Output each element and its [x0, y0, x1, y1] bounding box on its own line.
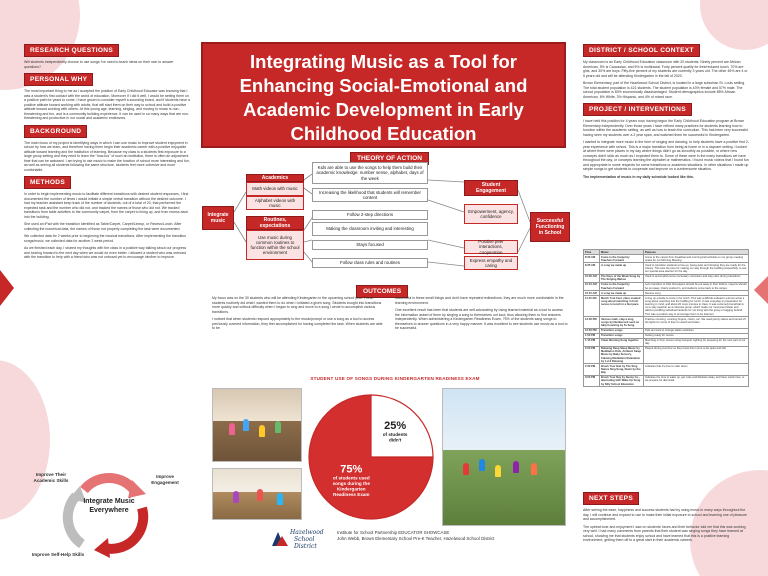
pie-desc-label-1: of students used: [332, 475, 370, 481]
schedule-music-cell: March Your Feet, class created song about marching in from recess to lunch in a fast pace: [600, 296, 644, 317]
schedule-time-cell: 10:00 AM: [584, 274, 600, 282]
photo-hallway: [212, 468, 302, 520]
footer: [337, 530, 495, 542]
schedule-time-cell: 3:00 PM: [584, 375, 600, 386]
schedule-time-cell: 2:30 PM: [584, 364, 600, 375]
schedule-col-purpose: Purpose: [644, 250, 749, 255]
table-row: [584, 317, 749, 328]
decor-triangle-right: [754, 276, 768, 304]
theory-middle-3: Follow 2-step directions: [312, 210, 428, 220]
theory-integrate-music: Integrate music: [202, 206, 234, 230]
theory-academics-title: Academics: [246, 174, 304, 182]
pie-desc-label-1: Kindergarten: [336, 486, 366, 492]
district-p2: Brown Elementary, part of the Hazelwood School District, is located in a large suburban St. Louis setting. The total student population is 421 students. The student population is 43% female and 57% male. The school population is 83% economically disadvantaged. Student demographics include 88% African American, 6% White, 3% Hispanic, and 4% of mixed race.: [583, 81, 746, 99]
schedule-music-cell: Clean Morning Song together: [600, 338, 644, 346]
table-row: [584, 375, 749, 386]
schedule-music-cell: A song we made up: [600, 291, 644, 296]
pie-percent-label-2: 25%: [384, 419, 407, 432]
schedule-time-cell: 1:15 PM: [584, 338, 600, 346]
table-row: [584, 346, 749, 364]
schedule-purpose-cell: Marching in from recess using transport sighting for preparing for the next part of our day.: [644, 338, 749, 346]
schedule-time-cell: 1:00 PM: [584, 333, 600, 338]
project-p1: I have held this position for 4 years now, having begun the Early Childhood Education program at Brown Elementary independently. Over those years I have refined many practices for students learning how to function within the academic setting, as well as how to teach the curriculum. This has been very successful having seen my students over a 2 year span, and watched them be successful in Kindergarten.: [583, 119, 749, 137]
right-column: [583, 40, 749, 182]
schedule-col-music: Music: [600, 250, 644, 255]
svg-text:District: District: [294, 543, 317, 550]
outcomes-col-1: [212, 296, 385, 334]
district-logo: [270, 526, 332, 550]
schedule-music-cell: Transition songs: [600, 328, 644, 333]
schedule-purpose-cell: Played during rest time so they know this is time to be quiet and still.: [644, 346, 749, 364]
schedule-music-cell: Brush Your Hair by The Sing Dance Sing Song, Down by the Bay: [600, 364, 644, 375]
schedule-music-cell: Relaxing Deep Sleep Music by Meditation Kids, Ambient Sleep Music by Baby Sensory, Calming Meditation Relaxation by 1-2-3 Relaxing: [600, 346, 644, 364]
outcomes-p4: One excellent result has been that students are self-advocating by using learned material as a tool to access the information asked of them by singing a song to themselves out loud, thus allowing them to find answers independently. When administering a Kindergarten Readiness Exam, 75% of the students sang songs to themselves to answer questions in a very happy manner. It was excellent to see students use music as a tool to be successful.: [395, 308, 568, 330]
personal-why-header: PERSONAL WHY: [24, 73, 93, 86]
theory-outcome-engagement: Student Engagement: [464, 180, 518, 196]
left-column: [24, 40, 190, 263]
theory-routines-title: Routines, expectations: [246, 216, 304, 230]
chart-title: STUDENT USE OF SONGS DURING KINDERGARTEN READINESS EXAM: [310, 376, 480, 381]
schedule-time-cell: 8:30 AM: [584, 255, 600, 263]
outcomes-col-2: [395, 296, 568, 334]
pie-percent-label-1: 75%: [340, 463, 363, 476]
outcomes-p1: My focus was on the 30 students who will be attending Kindergarten in the upcoming school year. These students routinely did what I wanted them to do when I initiated a given song. Students bought into transitions more quickly and without difficulty when I began to sing and move to a song I wrote to accomplish various transitions.: [212, 296, 382, 314]
footer-line-2: John Webb, Brown Elementary School Pre-K Teacher, Hazelwood School District: [337, 536, 495, 541]
project-p2: I wanted to integrate more music in the form of singing and dancing, to help students have a positive first 2-year experience with school. This is a major transition from being at home or in a daycare setting. I looked at where there were places in my day where things didn't go as smoothly as possible, or where new concepts didn't stick as much as I expected them to. Some of these were in the many transitions we have throughout the day, or concepts learning the alphabet or mathematics. I found music videos that I found fun and appropriate in some respects for some transitions or academic situations. In other situations I made up simple songs to get students to cooperate and improve on a cumbersome situation.: [583, 140, 749, 171]
decor-triangle-left: [0, 270, 14, 306]
methods-text-1: In order to begin implementing music to facilitate different transitions with desired student responses, I first documented the number of times I would initiate a simple verbal transition without the desired outcome. I had my teacher assistant keep track of the number of students, out of a total of 20, that performed the expected task and the number who did not, and tracked the names of those who did not. We tracked transitions from table activities to the community carpet, from the carpet to lining up, and from recess back into the building.: [24, 192, 189, 219]
schedule-col-time: Time: [584, 250, 600, 255]
theory-middle-2: Increasing the likelihood that students will remember content: [312, 188, 428, 202]
schedule-purpose-cell: Practice counting, counting fingers, colors, etc. We used plenty videos and turned off the lights for some of them to watch and listen.: [644, 317, 749, 328]
schedule-time-cell: 2:00 PM: [584, 346, 600, 364]
poster-title: Integrating Music as a Tool for Enhancing Social-Emotional and Academic Development in Early Childhood Education: [201, 42, 566, 148]
schedule-purpose-cell: Come to the carpet from breakfast and morning-bell activities to our group meeting space for our Morning Meeting: [644, 255, 749, 263]
theory-of-action-header: THEORY OF ACTION: [350, 152, 429, 165]
next-steps-p2: The upbeat tone and enjoyment I saw on students' faces and their behavior told me that this was working very well. I had many comments from parents that their student was singing songs they have learned at school, showing me that students enjoy school and have learned that this is a positive learning environment, getting them off to a great start in their academic careers.: [583, 524, 746, 542]
integrate-music-cycle: [24, 460, 194, 570]
footer-line-1: Institute for School Partnership EDUCATOR SHOWCASE: [337, 530, 450, 535]
pie-desc-label-1: Readiness Exam: [333, 492, 370, 498]
research-questions-header: RESEARCH QUESTIONS: [24, 44, 119, 57]
personal-why-text: The most important thing to me as I accepted the position of Early Childhood Educator was knowing that I was a student's first contact with the world of education. Moreover if I did it well, I would be setting them on a positive path for years to come. I have grown to consider myself a sounding board, and if students have a positive attitude toward working with adults, that will start them on their way to school and build a positive attitude toward working with others. At this young age, learning, singing, and moving to music is non-threatening and fun, and is a community building experience. It can be used in so many ways that are non-threatening and productive in our social and academic endeavors.: [24, 89, 190, 120]
schedule-time-cell: 10:15 AM: [584, 291, 600, 296]
schedule-purpose-cell: Let's transition to Kids that papers should be put away in their folders, crayons should be put away, chairs pushed in, and students come back to the carpet.: [645, 283, 747, 290]
theory-academics-alphabet: Alphabet videos with music: [246, 196, 304, 210]
pie-chart: [306, 392, 436, 522]
table-row: [584, 364, 749, 375]
table-row: [584, 263, 749, 274]
methods-header: METHODS: [24, 176, 71, 189]
outcomes-p3: successful in these small things and don't have repeated redirections, they are much more comfortable in the learning environment.: [395, 296, 564, 305]
methods-text-2: She used an iPad with the transition identified as Table/Carpet, Carpet/Lineup, or Recess/Lunch. After collecting the numerical data, the names of those not properly completing the task were documented.: [24, 222, 182, 231]
schedule-purpose-cell: Lining up outside to come in for lunch. This was a difficult endeavor until we wrote a song about marching into the building for lunch. It was everyday to preparation for learning in mind, and about 20 more minutes in class. It was extremely beneficial to us to stay together as a cohesive group, which made our movement faster and without prodding individual students for not lining with the group or lagging behind. This was a positive way to encourage them to be learners.: [644, 296, 749, 317]
schedule-purpose-cell: Indicates the time to wake up, get mats and blankets away, and have snack time, or we prepare for dismissal.: [644, 375, 749, 386]
schedule-purpose-cell: Kids are back to change station activities: [644, 328, 749, 333]
schedule-purpose-cell: Getting ready for recess: [644, 333, 749, 338]
schedule-time-cell: 12:30 PM: [584, 328, 600, 333]
research-questions-text: Will students independently choose to use songs I've used to teach ideas on their own to answer questions?: [24, 60, 174, 69]
theory-middle-6: Follow class rules and routines: [312, 258, 428, 268]
photo-classroom: [212, 388, 302, 462]
district-header: DISTRICT / SCHOOL CONTEXT: [583, 44, 700, 57]
schedule-table: [583, 249, 749, 387]
schedule-purpose-cell: Indicates that it's time to calm down: [644, 364, 749, 375]
schedule-music-cell: Come to the Carpet by Teachers Forward: [600, 255, 644, 263]
theory-routines-text: Use music during common routines to function within the school environment: [246, 230, 304, 260]
svg-text:School: School: [294, 536, 315, 543]
svg-text:Hazelwood: Hazelwood: [290, 529, 324, 536]
outcomes-text: [212, 296, 568, 334]
district-logo-mark: [270, 526, 332, 550]
schedule-music-cell: A song we made up: [600, 263, 644, 274]
table-row: [584, 282, 749, 290]
schedule-music-cell: The Days of the Week Song by The Singing Walrus: [600, 274, 644, 282]
schedule-time-cell: 8:35 AM: [584, 263, 600, 274]
theory-outcome-empathy: Express empathy and caring: [464, 256, 518, 270]
theory-final-success: Successful Functioning in School: [530, 212, 570, 242]
theory-of-action-diagram: [200, 160, 572, 275]
background-text: The main focus of my project is identifying ways in which I can use music to improve student enjoyment in school by how we learn, and therefore having them begin their academic career with a positive enjoyable attitude toward learning and the institution of learning. Because my class is a students first exposure to a large group setting and they need to learn the "how-tos" of such an institution, there is often an adjustment time that can be awkward. I am trying to use music to make the function of school more interesting and fun, as well as seeing all students following the same structure, students feel more cohesive and more comfortable.: [24, 140, 190, 172]
next-steps-header: NEXT STEPS: [583, 492, 639, 505]
theory-middle-4: Making the classroom inviting and interesting: [312, 222, 428, 236]
pie-desc-label-2: of students: [382, 431, 408, 437]
schedule-time-cell: 12:00 PM: [584, 317, 600, 328]
table-row: [584, 296, 749, 317]
schedule-music-cell: Come to the Carpet by Teachers Forward: [600, 282, 644, 290]
theory-middle-1: Kids are able to use the songs to help them build their academic knowledge: number sense, alphabet, days of the week: [312, 162, 428, 184]
pie-desc-label-1: songs during the: [332, 481, 370, 487]
table-row: [584, 274, 749, 282]
theory-outcome-empowerment: Empowerment, agency, confidence: [464, 204, 518, 224]
photo-playground: [442, 388, 566, 526]
schedule-caption: The implementation of music in my daily schedule looked like this.: [583, 174, 694, 179]
schedule-purpose-cell: Used to accomplish some necessary curriculum and stay calm during transitions: [644, 274, 749, 282]
schedule-music-cell: Various math, clap a long songs by Numberock such as Skip Counting by 5s Song: [600, 317, 644, 328]
next-steps-p1: After seeing the ease, happiness and success students had by using music in many ways throughout the day, I will continue and expand to use to make their initial exposure to school and learning one of pleasure and accomplishment.: [583, 508, 747, 521]
schedule-time-cell: 10:10 AM: [584, 282, 600, 290]
outcomes-p2: I noticed that when students respond appropriately to the music/prompt or use a song as a tool to access previously covered information, they feel accomplished for having completed the task. When students are able to be: [212, 317, 383, 330]
table-row: [584, 338, 749, 346]
cycle-center-text: Integrate Music Everywhere: [83, 498, 135, 514]
pie-desc-label-2: didn't: [388, 437, 402, 443]
background-header: BACKGROUND: [24, 125, 87, 138]
next-steps-section: [583, 488, 749, 546]
schedule-time-cell: 11:15 AM: [584, 296, 600, 317]
pie-svg: [306, 392, 436, 522]
schedule-purpose-cell: Recess song: [644, 291, 749, 296]
cycle-label-engagement: Improve Engagement: [151, 474, 179, 485]
district-p1: My classroom is an Early Childhood Education classroom with 20 students. Ninety percent are African American, 5% is Caucasian, and 5% is multiracial. Forty percent qualify for free/reduced lunch, 70% are girls, and 30% are boys. Fifty-five percent of my students are currently 3 years old. The other 45% are 4 or 5 years old and will be attending Kindergarten in the fall of 2020.: [583, 60, 748, 78]
schedule-music-cell: Transition songs: [600, 333, 644, 338]
methods-text-3: We collected data for 2 weeks prior to beginning the musical transitions. After implementing the transition songs/music, we collected data for another 2 week period.: [24, 234, 187, 243]
schedule-music-cell: Brush Your Day by Sunny Co., alternating with Wake Up Song by Silly School Education: [600, 375, 644, 386]
schedule-purpose-cell: Used to transition students to line-up, being quiet and showing they are ready for the Library. This sets the tone for making our way through the building respectfully, to see our special area teacher for the day.: [644, 263, 749, 274]
project-header: PROJECT / INTERVENTIONS: [583, 103, 692, 116]
methods-text-4: As we finished each day, I shared my thoughts with the class in a positive way talking about our progress and looking forward to the next day when we would do even better. I allowed a student who was onboard with the transition to help with a friend who was not onboard yet to encourage him/her to improve.: [24, 246, 187, 259]
table-row: [584, 255, 749, 263]
cycle-label-self-help: Improve Self-Help Skills: [31, 552, 85, 557]
cycle-label-academic: Improve Their Academic Skills: [33, 472, 69, 483]
schedule-body: [584, 255, 749, 387]
theory-middle-5: Stays focused: [312, 240, 428, 250]
theory-outcome-peer: Positive peer interactions, cooperation: [464, 240, 518, 254]
outcomes-header: OUTCOMES: [356, 285, 408, 298]
theory-academics-math: Math videos with music: [246, 182, 304, 196]
